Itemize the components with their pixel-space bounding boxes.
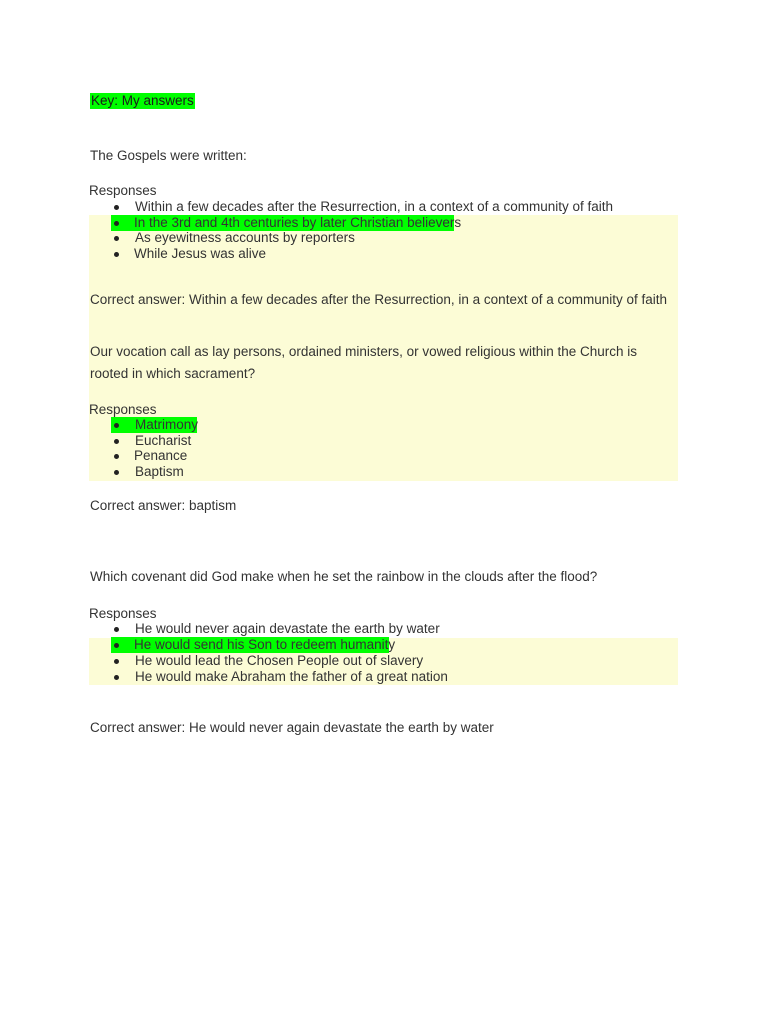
bullet-icon (114, 659, 119, 664)
question-2-option-4 (111, 464, 211, 480)
question-2-correct-answer: Correct answer: baptism (90, 498, 237, 513)
option-label: In the 3rd and 4th centuries by later Christian believers (134, 215, 462, 230)
option-label: As eyewitness accounts by reporters (135, 230, 355, 245)
option-label: Baptism (135, 464, 184, 479)
bullet-icon (114, 627, 119, 632)
question-1-option-2 (111, 215, 462, 231)
option-label: Matrimony (135, 417, 199, 432)
key-label: Key: My answers (91, 93, 194, 108)
bullet-icon (114, 423, 119, 428)
question-1-option-1 (111, 199, 611, 215)
bullet-icon (114, 454, 119, 459)
question-1-text: The Gospels were written: (90, 148, 247, 163)
bullet-icon (114, 439, 119, 444)
bullet-icon (114, 675, 119, 680)
question-1-responses-label: Responses (89, 183, 157, 198)
question-2-text: Our vocation call as lay persons, ordained ministers, or vowed religious within the Church is rooted in which sacrament? (90, 344, 638, 381)
option-label: He would lead the Chosen People out of slavery (135, 653, 424, 668)
bullet-icon (114, 252, 119, 257)
option-label: Eucharist (135, 433, 192, 448)
option-label: While Jesus was alive (134, 246, 267, 261)
option-label: He would never again devastate the earth by water (135, 621, 440, 636)
question-3-option-4 (111, 669, 451, 685)
question-2-responses-label: Responses (89, 402, 157, 417)
question-1-option-4 (111, 246, 281, 262)
question-2-option-1 (111, 417, 197, 433)
question-3-option-3 (111, 653, 424, 669)
bullet-icon (114, 643, 119, 648)
question-2-option-2 (111, 433, 211, 449)
question-3-option-2 (111, 637, 396, 653)
bullet-icon (114, 470, 119, 475)
bullet-icon (114, 205, 119, 210)
option-label: He would make Abraham the father of a great nation (135, 669, 448, 684)
question-3-correct-answer: Correct answer: He would never again devastate the earth by water (90, 720, 494, 735)
option-label: Within a few decades after the Resurrection, in a context of a community of faith (135, 199, 613, 214)
bullet-icon (114, 221, 119, 226)
option-label: He would send his Son to redeem humanity (134, 637, 396, 652)
question-3-responses-label: Responses (89, 606, 157, 621)
option-label: Penance (134, 448, 188, 463)
question-3-option-1 (111, 621, 441, 637)
question-1-option-3 (111, 230, 371, 246)
question-3-text: Which covenant did God make when he set the rainbow in the clouds after the flood? (90, 569, 598, 584)
question-1-correct-answer: Correct answer: Within a few decades after the Resurrection, in a context of a community of faith (90, 292, 668, 307)
bullet-icon (114, 236, 119, 241)
question-2-option-3 (111, 448, 211, 464)
